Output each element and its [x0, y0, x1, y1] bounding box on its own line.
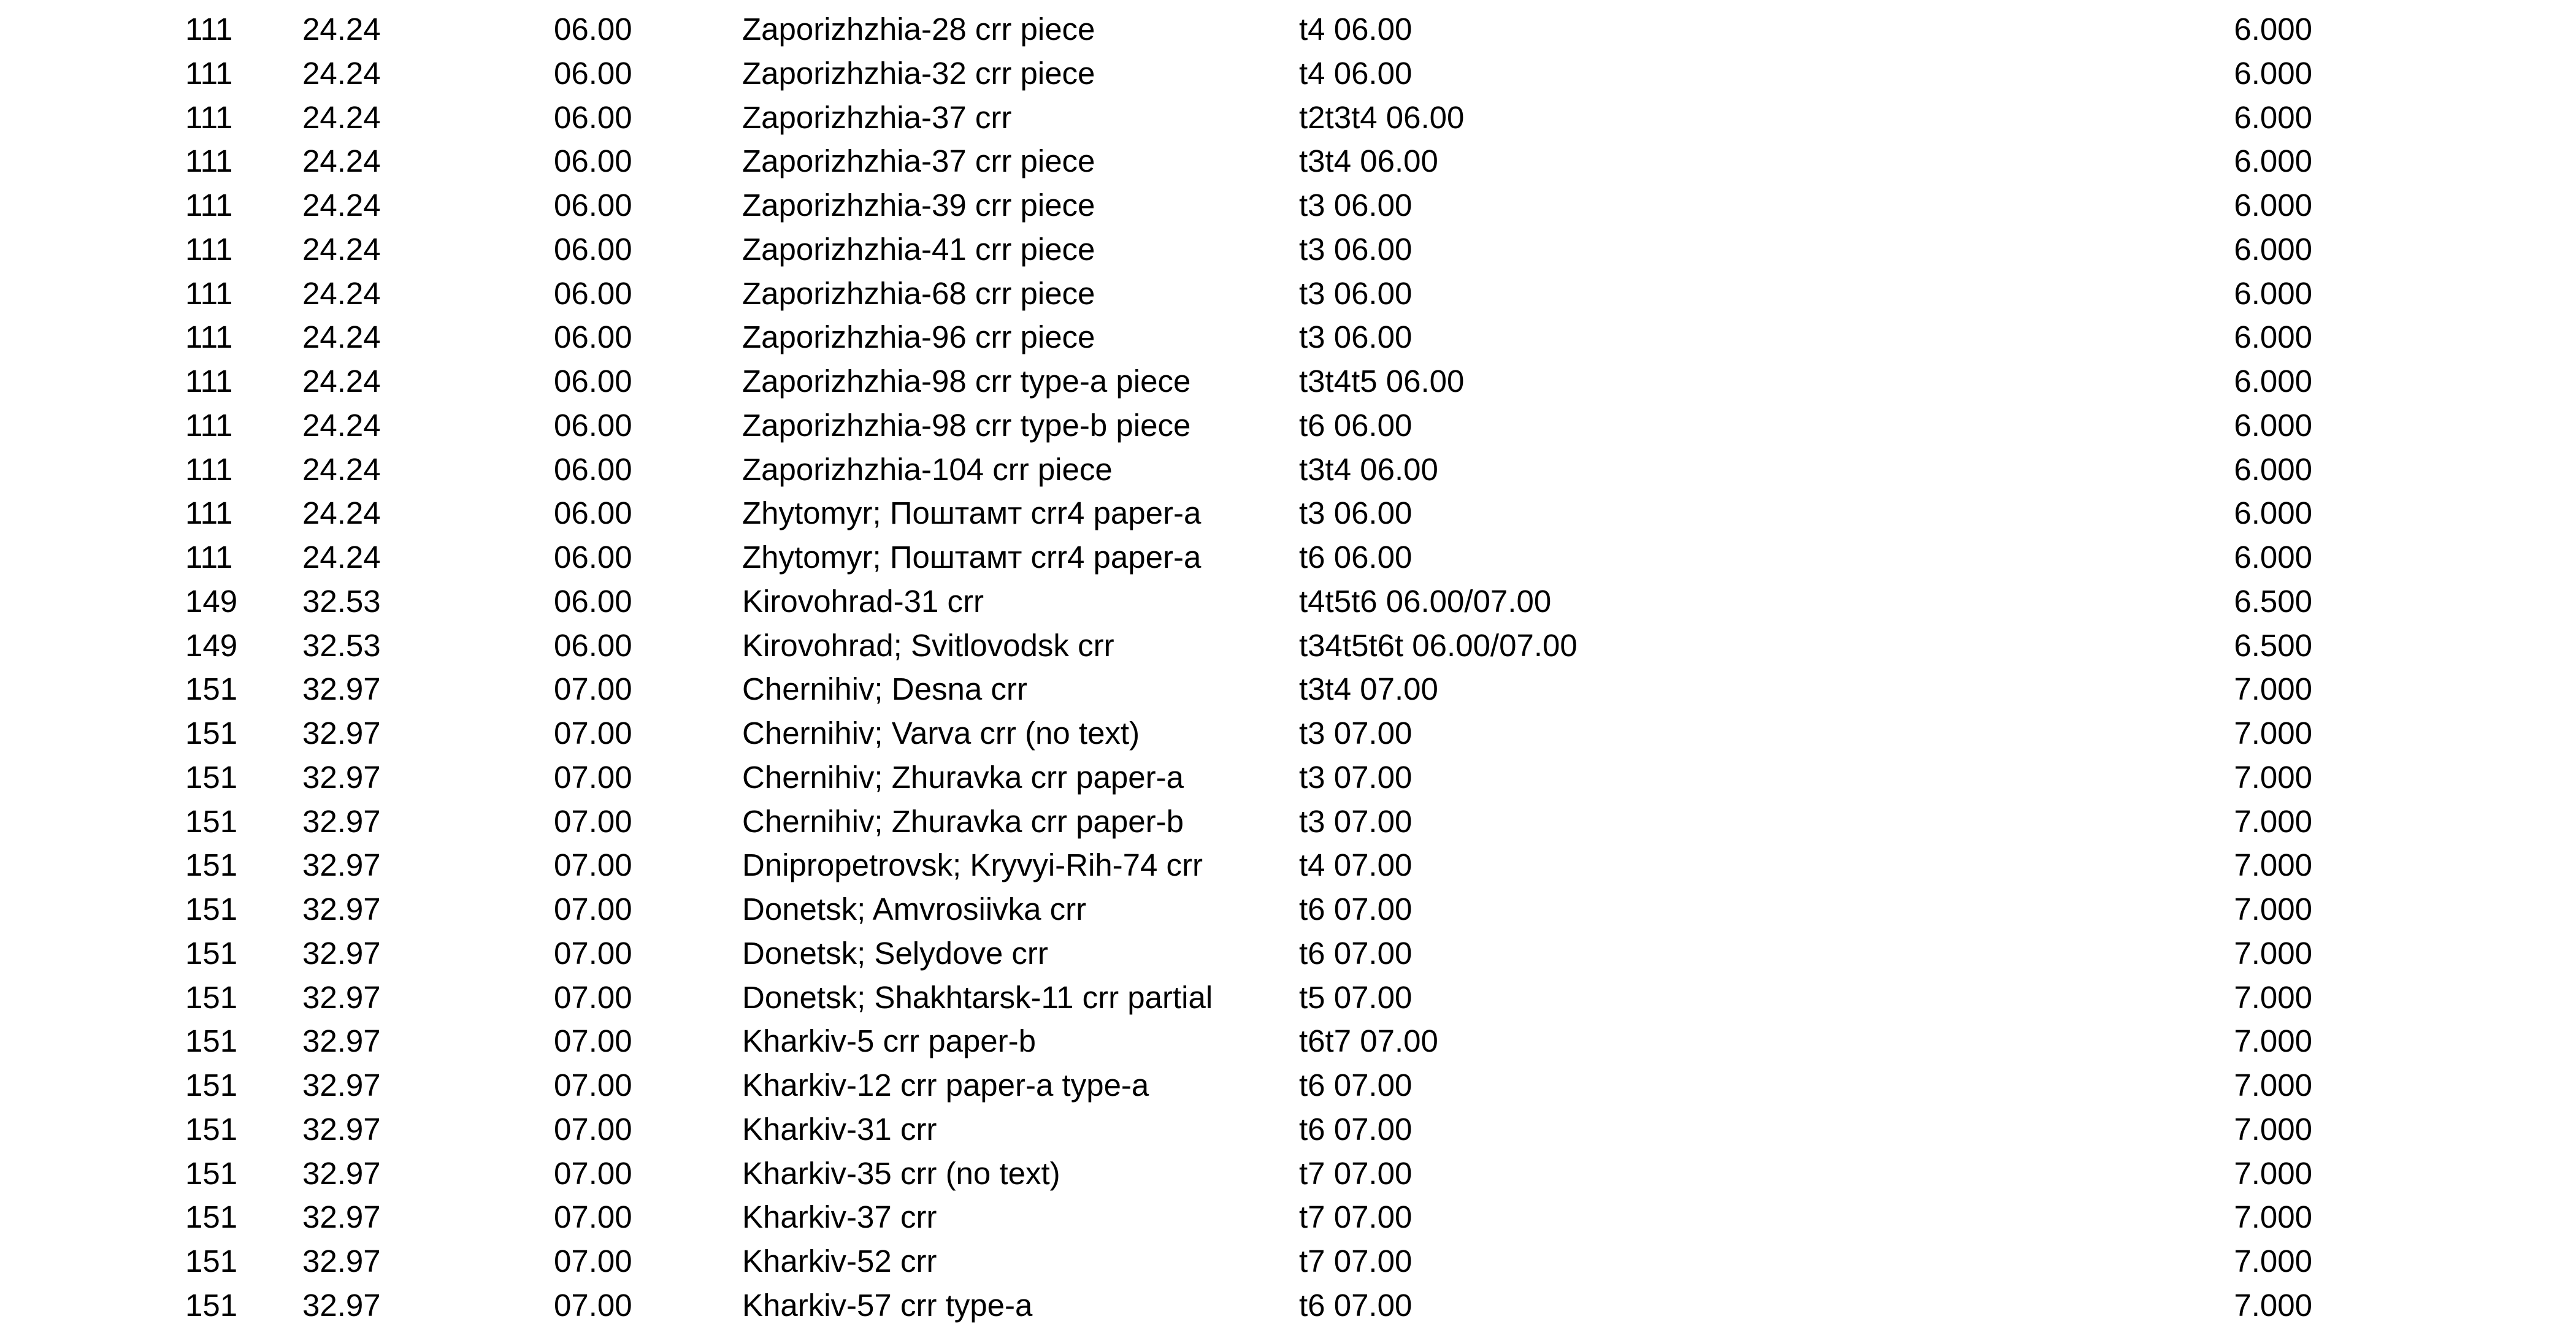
value-cell: 24.24 [302, 319, 381, 355]
name-cell: Zaporizhzhia-39 crr piece [742, 188, 1095, 223]
table-row [0, 139, 2576, 183]
time-cell: 06.00 [554, 407, 632, 443]
name-cell: Kharkiv-52 crr [742, 1244, 937, 1279]
code-cell: 111 [185, 55, 233, 91]
code-cell: 149 [185, 583, 238, 619]
name-cell: Kharkiv-57 crr type-a [742, 1287, 1033, 1323]
type-cell: t6 06.00 [1299, 407, 1413, 443]
price-cell: 6.000 [2234, 55, 2312, 91]
code-cell: 151 [185, 671, 238, 707]
code-cell: 111 [185, 451, 233, 487]
code-cell: 151 [185, 1244, 238, 1279]
price-cell: 6.000 [2234, 275, 2312, 311]
code-cell: 111 [185, 319, 233, 355]
type-cell: t6t7 07.00 [1299, 1023, 1438, 1059]
price-cell: 7.000 [2234, 1111, 2312, 1147]
type-cell: t3 06.00 [1299, 188, 1413, 223]
name-cell: Zaporizhzhia-98 crr type-a piece [742, 364, 1191, 399]
price-cell: 6.000 [2234, 540, 2312, 575]
table-row [0, 491, 2576, 535]
value-cell: 32.97 [302, 1199, 381, 1235]
time-cell: 06.00 [554, 143, 632, 179]
price-cell: 7.000 [2234, 892, 2312, 927]
table-row [0, 1019, 2576, 1063]
name-cell: Donetsk; Shakhtarsk-11 crr partial [742, 979, 1213, 1015]
code-cell: 151 [185, 1023, 238, 1059]
price-cell: 6.000 [2234, 451, 2312, 487]
type-cell: t3 06.00 [1299, 275, 1413, 311]
value-cell: 32.97 [302, 1068, 381, 1103]
time-cell: 06.00 [554, 451, 632, 487]
table-row [0, 887, 2576, 931]
name-cell: Kirovohrad-31 crr [742, 583, 984, 619]
value-cell: 32.97 [302, 1287, 381, 1323]
value-cell: 32.97 [302, 1155, 381, 1191]
time-cell: 06.00 [554, 495, 632, 531]
table-row [0, 624, 2576, 668]
price-cell: 7.000 [2234, 847, 2312, 883]
value-cell: 32.97 [302, 935, 381, 971]
code-cell: 151 [185, 979, 238, 1015]
table-row [0, 228, 2576, 272]
name-cell: Donetsk; Amvrosiivka crr [742, 892, 1087, 927]
table-row [0, 1195, 2576, 1239]
name-cell: Chernihiv; Desna crr [742, 671, 1027, 707]
table-row [0, 579, 2576, 624]
time-cell: 07.00 [554, 759, 632, 795]
price-cell: 6.000 [2234, 12, 2312, 47]
price-cell: 6.500 [2234, 583, 2312, 619]
table-row [0, 535, 2576, 579]
table-row [0, 1152, 2576, 1196]
type-cell: t7 07.00 [1299, 1199, 1413, 1235]
code-cell: 151 [185, 935, 238, 971]
type-cell: t3t4 06.00 [1299, 143, 1438, 179]
name-cell: Kirovohrad; Svitlovodsk crr [742, 627, 1114, 663]
table-row [0, 667, 2576, 711]
price-cell: 7.000 [2234, 935, 2312, 971]
code-cell: 151 [185, 803, 238, 839]
price-cell: 7.000 [2234, 979, 2312, 1015]
table-row [0, 52, 2576, 96]
table-row [0, 755, 2576, 800]
code-cell: 111 [185, 407, 233, 443]
time-cell: 07.00 [554, 671, 632, 707]
name-cell: Zaporizhzhia-98 crr type-b piece [742, 407, 1191, 443]
time-cell: 06.00 [554, 627, 632, 663]
code-cell: 151 [185, 759, 238, 795]
type-cell: t3 07.00 [1299, 803, 1413, 839]
name-cell: Chernihiv; Varva crr (no text) [742, 716, 1140, 751]
type-cell: t7 07.00 [1299, 1244, 1413, 1279]
name-cell: Zaporizhzhia-96 crr piece [742, 319, 1095, 355]
time-cell: 06.00 [554, 99, 632, 135]
price-cell: 7.000 [2234, 803, 2312, 839]
price-cell: 6.000 [2234, 495, 2312, 531]
type-cell: t3t4t5 06.00 [1299, 364, 1465, 399]
name-cell: Chernihiv; Zhuravka crr paper-b [742, 803, 1184, 839]
type-cell: t3 06.00 [1299, 319, 1413, 355]
table-row [0, 800, 2576, 844]
value-cell: 32.97 [302, 847, 381, 883]
price-cell: 7.000 [2234, 1023, 2312, 1059]
time-cell: 06.00 [554, 188, 632, 223]
code-cell: 151 [185, 1287, 238, 1323]
table-row [0, 1063, 2576, 1107]
name-cell: Kharkiv-12 crr paper-a type-a [742, 1068, 1149, 1103]
time-cell: 07.00 [554, 847, 632, 883]
time-cell: 07.00 [554, 1199, 632, 1235]
table-row [0, 931, 2576, 976]
price-cell: 7.000 [2234, 716, 2312, 751]
type-cell: t6 07.00 [1299, 1287, 1413, 1323]
table-row [0, 1239, 2576, 1283]
time-cell: 07.00 [554, 1068, 632, 1103]
table-row [0, 843, 2576, 887]
type-cell: t3 06.00 [1299, 495, 1413, 531]
type-cell: t6 07.00 [1299, 935, 1413, 971]
type-cell: t6 06.00 [1299, 540, 1413, 575]
value-cell: 32.97 [302, 1111, 381, 1147]
price-cell: 7.000 [2234, 1068, 2312, 1103]
value-cell: 24.24 [302, 364, 381, 399]
type-cell: t4t5t6 06.00/07.00 [1299, 583, 1552, 619]
name-cell: Kharkiv-31 crr [742, 1111, 937, 1147]
value-cell: 32.97 [302, 1023, 381, 1059]
price-cell: 6.000 [2234, 319, 2312, 355]
code-cell: 151 [185, 1111, 238, 1147]
value-cell: 32.97 [302, 759, 381, 795]
time-cell: 07.00 [554, 1111, 632, 1147]
value-cell: 24.24 [302, 495, 381, 531]
name-cell: Zaporizhzhia-68 crr piece [742, 275, 1095, 311]
price-cell: 7.000 [2234, 1244, 2312, 1279]
type-cell: t3 07.00 [1299, 716, 1413, 751]
name-cell: Zhytomyr; Поштамт crr4 paper-a [742, 495, 1202, 531]
name-cell: Zhytomyr; Поштамт crr4 paper-a [742, 540, 1202, 575]
name-cell: Dnipropetrovsk; Kryvyi-Rih-74 crr [742, 847, 1203, 883]
code-cell: 151 [185, 716, 238, 751]
type-cell: t34t5t6t 06.00/07.00 [1299, 627, 1577, 663]
time-cell: 06.00 [554, 55, 632, 91]
time-cell: 06.00 [554, 540, 632, 575]
value-cell: 32.97 [302, 803, 381, 839]
type-cell: t3 07.00 [1299, 759, 1413, 795]
time-cell: 07.00 [554, 1287, 632, 1323]
type-cell: t3 06.00 [1299, 231, 1413, 267]
table-row [0, 7, 2576, 52]
table-row [0, 403, 2576, 448]
type-cell: t6 07.00 [1299, 1068, 1413, 1103]
table-row [0, 448, 2576, 492]
price-cell: 6.000 [2234, 364, 2312, 399]
type-cell: t4 06.00 [1299, 12, 1413, 47]
name-cell: Zaporizhzhia-32 crr piece [742, 55, 1095, 91]
table-row [0, 183, 2576, 228]
name-cell: Kharkiv-35 crr (no text) [742, 1155, 1060, 1191]
code-cell: 111 [185, 364, 233, 399]
code-cell: 151 [185, 892, 238, 927]
value-cell: 32.53 [302, 627, 381, 663]
price-cell: 7.000 [2234, 671, 2312, 707]
price-cell: 7.000 [2234, 1199, 2312, 1235]
value-cell: 24.24 [302, 451, 381, 487]
value-cell: 32.97 [302, 1244, 381, 1279]
code-cell: 111 [185, 231, 233, 267]
value-cell: 24.24 [302, 540, 381, 575]
value-cell: 32.97 [302, 979, 381, 1015]
type-cell: t6 07.00 [1299, 892, 1413, 927]
name-cell: Zaporizhzhia-104 crr piece [742, 451, 1113, 487]
name-cell: Kharkiv-5 crr paper-b [742, 1023, 1036, 1059]
price-cell: 7.000 [2234, 1155, 2312, 1191]
time-cell: 06.00 [554, 583, 632, 619]
name-cell: Donetsk; Selydove crr [742, 935, 1048, 971]
time-cell: 07.00 [554, 892, 632, 927]
price-cell: 6.000 [2234, 188, 2312, 223]
time-cell: 06.00 [554, 319, 632, 355]
value-cell: 32.53 [302, 583, 381, 619]
time-cell: 07.00 [554, 1023, 632, 1059]
code-cell: 151 [185, 847, 238, 883]
type-cell: t3t4 07.00 [1299, 671, 1438, 707]
code-cell: 149 [185, 627, 238, 663]
code-cell: 111 [185, 495, 233, 531]
time-cell: 06.00 [554, 275, 632, 311]
code-cell: 111 [185, 99, 233, 135]
type-cell: t4 06.00 [1299, 55, 1413, 91]
value-cell: 24.24 [302, 188, 381, 223]
time-cell: 07.00 [554, 1155, 632, 1191]
table-row [0, 359, 2576, 403]
table-row [0, 96, 2576, 140]
name-cell: Kharkiv-37 crr [742, 1199, 937, 1235]
code-cell: 111 [185, 540, 233, 575]
price-cell: 6.000 [2234, 143, 2312, 179]
table-row [0, 1107, 2576, 1152]
table-row [0, 272, 2576, 316]
value-cell: 24.24 [302, 275, 381, 311]
type-cell: t6 07.00 [1299, 1111, 1413, 1147]
value-cell: 32.97 [302, 671, 381, 707]
type-cell: t3t4 06.00 [1299, 451, 1438, 487]
price-cell: 6.500 [2234, 627, 2312, 663]
time-cell: 06.00 [554, 231, 632, 267]
price-cell: 7.000 [2234, 759, 2312, 795]
name-cell: Zaporizhzhia-28 crr piece [742, 12, 1095, 47]
code-cell: 151 [185, 1199, 238, 1235]
code-cell: 151 [185, 1068, 238, 1103]
type-cell: t5 07.00 [1299, 979, 1413, 1015]
value-cell: 24.24 [302, 143, 381, 179]
price-cell: 6.000 [2234, 407, 2312, 443]
type-cell: t2t3t4 06.00 [1299, 99, 1465, 135]
value-cell: 24.24 [302, 55, 381, 91]
name-cell: Zaporizhzhia-41 crr piece [742, 231, 1095, 267]
value-cell: 32.97 [302, 716, 381, 751]
time-cell: 06.00 [554, 364, 632, 399]
value-cell: 32.97 [302, 892, 381, 927]
time-cell: 06.00 [554, 12, 632, 47]
value-cell: 24.24 [302, 12, 381, 47]
time-cell: 07.00 [554, 1244, 632, 1279]
code-cell: 111 [185, 143, 233, 179]
code-cell: 151 [185, 1155, 238, 1191]
price-cell: 6.000 [2234, 99, 2312, 135]
table-row [0, 315, 2576, 359]
table-row [0, 1283, 2576, 1327]
time-cell: 07.00 [554, 979, 632, 1015]
type-cell: t7 07.00 [1299, 1155, 1413, 1191]
time-cell: 07.00 [554, 935, 632, 971]
name-cell: Zaporizhzhia-37 crr piece [742, 143, 1095, 179]
price-cell: 7.000 [2234, 1287, 2312, 1323]
value-cell: 24.24 [302, 407, 381, 443]
name-cell: Zaporizhzhia-37 crr [742, 99, 1012, 135]
code-cell: 111 [185, 12, 233, 47]
value-cell: 24.24 [302, 231, 381, 267]
code-cell: 111 [185, 188, 233, 223]
code-cell: 111 [185, 275, 233, 311]
value-cell: 24.24 [302, 99, 381, 135]
price-cell: 6.000 [2234, 231, 2312, 267]
time-cell: 07.00 [554, 803, 632, 839]
table-row [0, 976, 2576, 1020]
table-row [0, 711, 2576, 755]
time-cell: 07.00 [554, 716, 632, 751]
name-cell: Chernihiv; Zhuravka crr paper-a [742, 759, 1184, 795]
type-cell: t4 07.00 [1299, 847, 1413, 883]
